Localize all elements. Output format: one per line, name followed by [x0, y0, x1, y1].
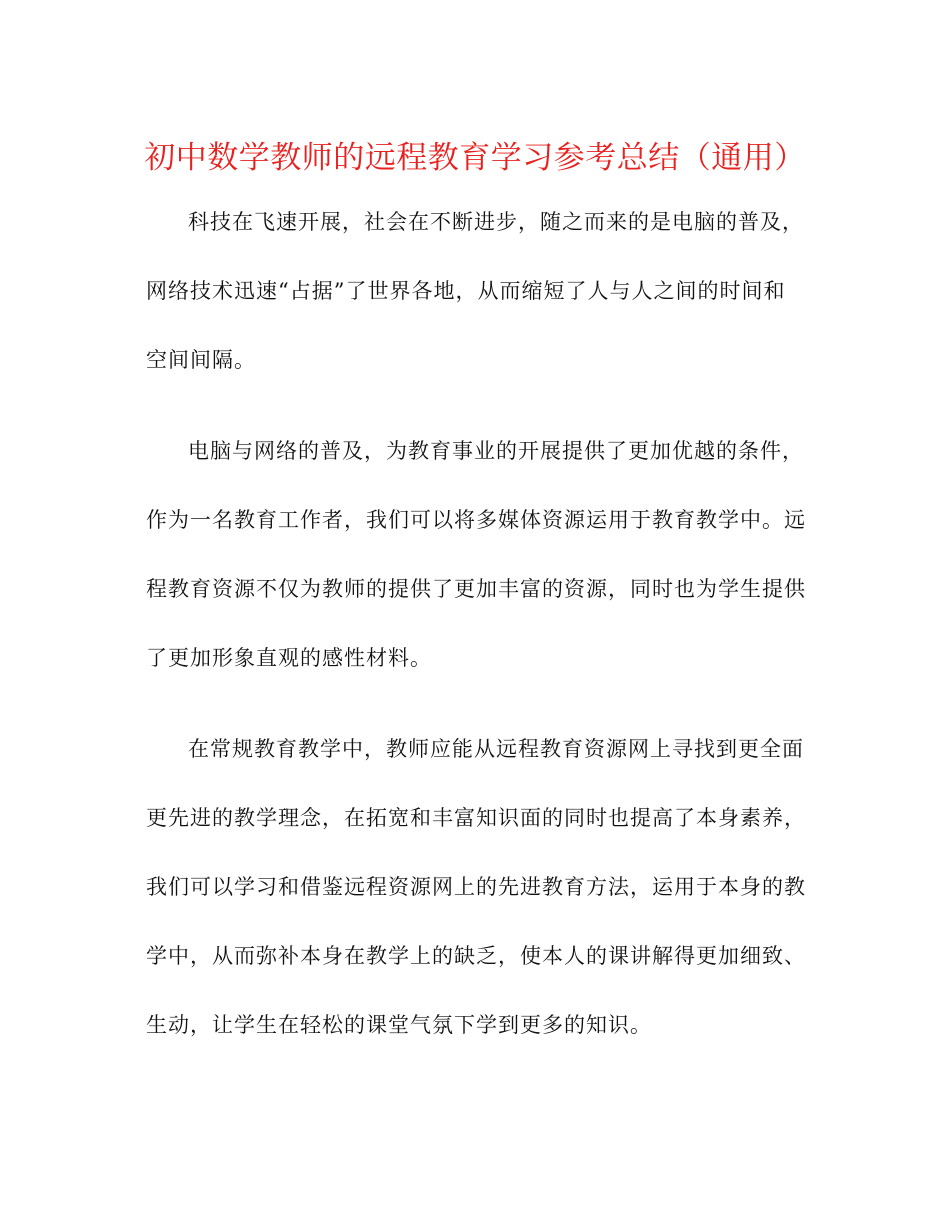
document-title: 初中数学教师的远程教育学习参考总结（通用）	[144, 140, 806, 176]
paragraph-line: 更先进的教学理念，在拓宽和丰富知识面的同时也提高了本身素养，	[146, 806, 806, 830]
paragraph-line: 生动，让学生在轻松的课堂气氛下学到更多的知识。	[146, 1013, 652, 1037]
paragraph-line: 在常规教育教学中，教师应能从远程教育资源网上寻找到更全面	[188, 737, 804, 761]
paragraph-line: 空间间隔。	[146, 348, 256, 372]
paragraph-3	[146, 715, 806, 1060]
paragraph-line: 学中，从而弥补本身在教学上的缺乏，使本人的课讲解得更加细致、	[146, 944, 806, 968]
paragraph-line: 我们可以学习和借鉴远程资源网上的先进教育方法，运用于本身的教	[146, 875, 806, 899]
paragraph-line: 电脑与网络的普及，为教育事业的开展提供了更加优越的条件，	[188, 439, 804, 463]
paragraph-line: 科技在飞速开展，社会在不断进步，随之而来的是电脑的普及，	[188, 210, 804, 234]
paragraph-2	[146, 417, 806, 693]
paragraph-line: 作为一名教育工作者，我们可以将多媒体资源运用于教育教学中。远	[146, 508, 806, 532]
paragraph-1	[146, 188, 806, 395]
paragraph-line: 网络技术迅速“占据”了世界各地，从而缩短了人与人之间的时间和	[146, 279, 786, 303]
paragraph-line: 了更加形象直观的感性材料。	[146, 646, 432, 670]
paragraph-line: 程教育资源不仅为教师的提供了更加丰富的资源，同时也为学生提供	[146, 577, 806, 601]
document-body	[146, 188, 806, 1082]
